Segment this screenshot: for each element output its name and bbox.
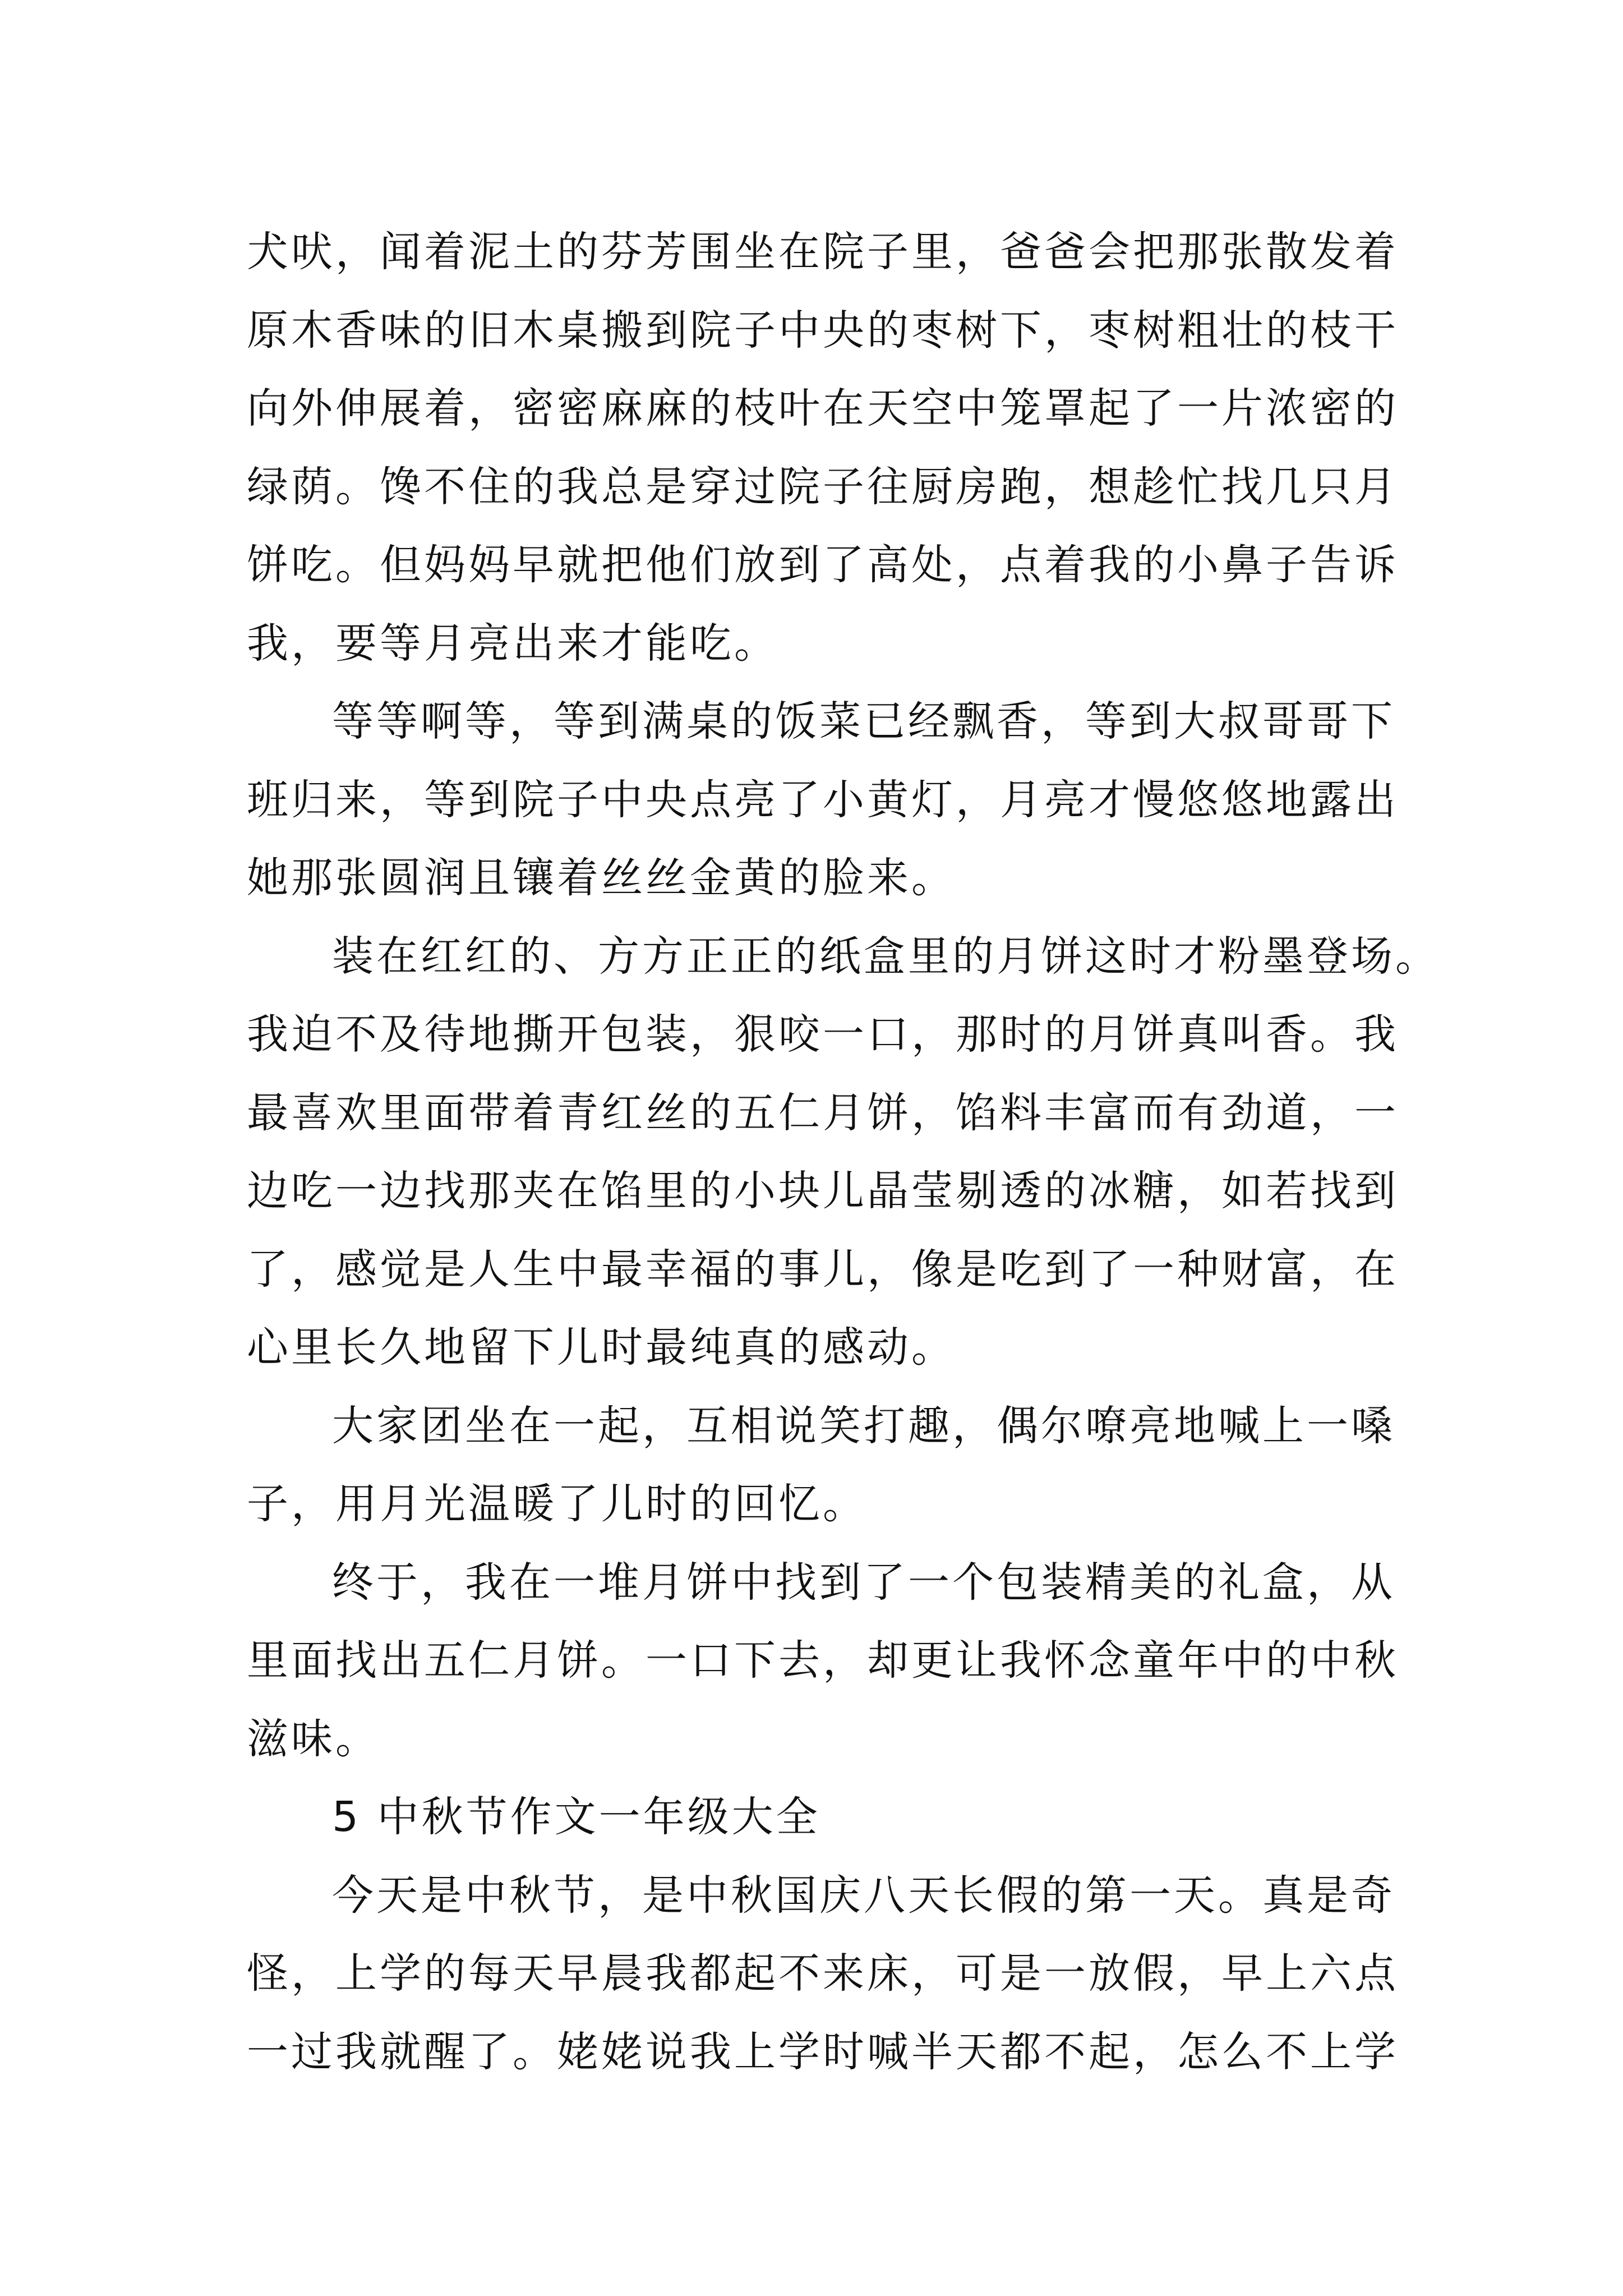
text-line: 里面找出五仁月饼。一口下去，却更让我怀念童年中的中秋 — [247, 1636, 1399, 1685]
text-line: 心里长久地留下儿时最纯真的感动。 — [247, 1323, 956, 1372]
text-line: 子，用月光温暖了儿时的回忆。 — [247, 1480, 867, 1528]
text-line: 犬吠，闻着泥土的芬芳围坐在院子里，爸爸会把那张散发着 — [247, 228, 1399, 276]
text-line: 了，感觉是人生中最幸福的事儿，像是吃到了一种财富，在 — [247, 1245, 1399, 1294]
paragraph-first-line: 今天是中秋节，是中秋国庆八天长假的第一天。真是奇 — [332, 1871, 1395, 1920]
paragraph-first-line: 大家团坐在一起，互相说笑打趣，偶尔嘹亮地喊上一嗓 — [332, 1401, 1395, 1450]
paragraph-first-line: 装在红红的、方方正正的纸盒里的月饼这时才粉墨登场。 — [332, 932, 1440, 981]
text-line: 向外伸展着，密密麻麻的枝叶在天空中笼罩起了一片浓密的 — [247, 384, 1399, 432]
text-line: 我，要等月亮出来才能吃。 — [247, 619, 778, 668]
paragraph-first-line: 等等啊等，等到满桌的饭菜已经飘香，等到大叔哥哥下 — [332, 697, 1395, 746]
text-line: 最喜欢里面带着青红丝的五仁月饼，馅料丰富而有劲道，一 — [247, 1088, 1399, 1137]
paragraph-first-line: 终于，我在一堆月饼中找到了一个包装精美的礼盒，从 — [332, 1558, 1395, 1607]
text-line: 边吃一边找那夹在馅里的小块儿晶莹剔透的冰糖，如若找到 — [247, 1167, 1399, 1215]
text-line: 我迫不及待地撕开包装，狠咬一口，那时的月饼真叫香。我 — [247, 1010, 1399, 1059]
section-heading: 5 中秋节作文一年级大全 — [332, 1793, 820, 1841]
text-line: 一过我就醒了。姥姥说我上学时喊半天都不起，怎么不上学 — [247, 2027, 1399, 2076]
text-line: 饼吃。但妈妈早就把他们放到了高处，点着我的小鼻子告诉 — [247, 541, 1399, 589]
text-line: 滋味。 — [247, 1714, 380, 1763]
text-line: 原木香味的旧木桌搬到院子中央的枣树下，枣树粗壮的枝干 — [247, 306, 1399, 355]
text-line: 班归来，等到院子中央点亮了小黄灯，月亮才慢悠悠地露出 — [247, 775, 1399, 824]
text-line: 她那张圆润且镶着丝丝金黄的脸来。 — [247, 854, 956, 902]
text-line: 怪，上学的每天早晨我都起不来床，可是一放假，早上六点 — [247, 1949, 1399, 1998]
text-line: 绿荫。馋不住的我总是穿过院子往厨房跑，想趁忙找几只月 — [247, 462, 1399, 511]
body-text — [247, 213, 1440, 2091]
